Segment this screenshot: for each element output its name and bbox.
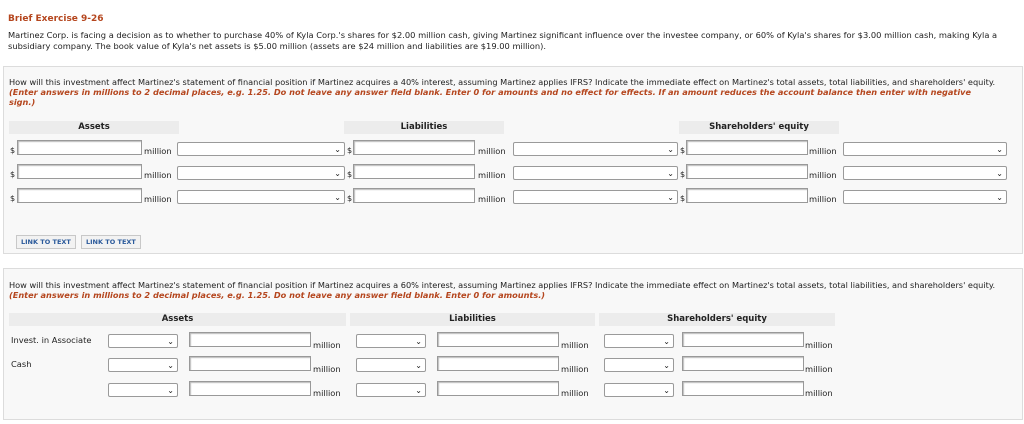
part1-question (9, 77, 999, 107)
part2-question (9, 280, 999, 300)
unit-label: million (561, 340, 589, 350)
unit-label: million (805, 364, 833, 374)
part1-panel (3, 66, 1023, 254)
part2-row1-liabilities-effect-select[interactable] (356, 334, 426, 348)
part2-row2-equity-input[interactable] (682, 356, 804, 371)
chevron-down-icon: ⌄ (996, 193, 1003, 202)
unit-label: million (809, 194, 837, 204)
chevron-down-icon: ⌄ (663, 361, 670, 370)
part2-row3-liabilities-effect-select[interactable] (356, 383, 426, 397)
part1-question-text: How will this investment affect Martinez's statement of financial position if Martinez acquires a 40% interest, assuming Martinez applies IFRS? Indicate the immediate effect on Martinez's total assets, total liabilities, and shareholders' equity. (9, 77, 996, 87)
chevron-down-icon: ⌄ (996, 145, 1003, 154)
exercise-title: Brief Exercise 9-26 (8, 14, 104, 24)
chevron-down-icon: ⌄ (167, 386, 174, 395)
exercise-description: Martinez Corp. is facing a decision as to whether to purchase 40% of Kyla Corp.'s shares for $2.00 million cash, giving Martinez significant influence over the investee company, or 60% of Kyla's shares for $3.00 million cash, making Kyla a subsidiary company. The book value of Kyla's net assets is $5.00 million (assets are $24 million and liabilities are $19.00 million). (8, 30, 998, 51)
unit-label: million (144, 194, 172, 204)
chevron-down-icon: ⌄ (667, 145, 674, 154)
unit-label: million (478, 194, 506, 204)
part2-row1-label: Invest. in Associate (11, 335, 92, 345)
part1-header-assets: Assets (9, 121, 179, 134)
part1-row2-assets-input[interactable] (17, 164, 142, 179)
unit-label: million (478, 170, 506, 180)
part1-row2-assets-effect-select[interactable] (177, 166, 345, 180)
chevron-down-icon: ⌄ (663, 386, 670, 395)
currency-symbol: $ (680, 146, 686, 155)
unit-label: million (809, 170, 837, 180)
unit-label: million (805, 388, 833, 398)
part1-row1-liabilities-effect-select[interactable] (513, 142, 678, 156)
part1-row3-assets-input[interactable] (17, 188, 142, 203)
part1-row1-liabilities-input[interactable] (353, 140, 475, 155)
chevron-down-icon: ⌄ (167, 337, 174, 346)
unit-label: million (313, 388, 341, 398)
part2-row3-equity-effect-select[interactable] (604, 383, 674, 397)
part2-header-liabilities: Liabilities (350, 313, 595, 326)
unit-label: million (144, 146, 172, 156)
chevron-down-icon: ⌄ (415, 386, 422, 395)
part1-row2-equity-effect-select[interactable] (843, 166, 1007, 180)
part2-question-text: How will this investment affect Martinez's statement of financial position if Martinez acquires a 60% interest, assuming Martinez applies IFRS? Indicate the immediate effect on Martinez's total assets, total liabilities, and shareholders' equity. (9, 280, 996, 290)
part1-header-equity: Shareholders' equity (679, 121, 839, 134)
part1-row2-equity-input[interactable] (686, 164, 808, 179)
chevron-down-icon: ⌄ (667, 169, 674, 178)
unit-label: million (805, 340, 833, 350)
part1-row2-liabilities-effect-select[interactable] (513, 166, 678, 180)
part1-row3-equity-input[interactable] (686, 188, 808, 203)
part2-header-equity: Shareholders' equity (599, 313, 835, 326)
part1-row3-assets-effect-select[interactable] (177, 190, 345, 204)
chevron-down-icon: ⌄ (334, 145, 341, 154)
currency-symbol: $ (10, 170, 16, 179)
part2-instruction: (Enter answers in millions to 2 decimal places, e.g. 1.25. Do not leave any answer field blank. Enter 0 for amounts.) (9, 290, 546, 300)
chevron-down-icon: ⌄ (667, 193, 674, 202)
part2-header-assets: Assets (9, 313, 346, 326)
part2-panel (3, 268, 1023, 420)
currency-symbol: $ (680, 194, 686, 203)
part2-row3-assets-input[interactable] (189, 381, 311, 396)
unit-label: million (478, 146, 506, 156)
currency-symbol: $ (10, 146, 16, 155)
currency-symbol: $ (680, 170, 686, 179)
currency-symbol: $ (347, 146, 353, 155)
part2-row1-assets-effect-select[interactable] (108, 334, 178, 348)
part1-row1-equity-input[interactable] (686, 140, 808, 155)
part2-row3-assets-effect-select[interactable] (108, 383, 178, 397)
unit-label: million (809, 146, 837, 156)
currency-symbol: $ (10, 194, 16, 203)
part2-row2-assets-effect-select[interactable] (108, 358, 178, 372)
unit-label: million (561, 388, 589, 398)
part2-row1-assets-input[interactable] (189, 332, 311, 347)
part2-row2-liabilities-input[interactable] (437, 356, 559, 371)
part1-row3-liabilities-input[interactable] (353, 188, 475, 203)
part2-row1-liabilities-input[interactable] (437, 332, 559, 347)
part2-row1-equity-effect-select[interactable] (604, 334, 674, 348)
part1-instruction: (Enter answers in millions to 2 decimal places, e.g. 1.25. Do not leave any answer field blank. Enter 0 for amounts and no effect for effects. If an amount reduces the account balance then enter with negative sign.) (9, 87, 972, 107)
part2-row2-assets-input[interactable] (189, 356, 311, 371)
link-to-text-button-1[interactable]: LINK TO TEXT (16, 235, 76, 249)
part2-row2-liabilities-effect-select[interactable] (356, 358, 426, 372)
part1-row1-equity-effect-select[interactable] (843, 142, 1007, 156)
currency-symbol: $ (347, 194, 353, 203)
chevron-down-icon: ⌄ (334, 169, 341, 178)
part2-row3-equity-input[interactable] (682, 381, 804, 396)
chevron-down-icon: ⌄ (663, 337, 670, 346)
part1-row2-liabilities-input[interactable] (353, 164, 475, 179)
link-to-text-button-2[interactable]: LINK TO TEXT (81, 235, 141, 249)
unit-label: million (144, 170, 172, 180)
part2-row3-liabilities-input[interactable] (437, 381, 559, 396)
currency-symbol: $ (347, 170, 353, 179)
unit-label: million (313, 340, 341, 350)
unit-label: million (561, 364, 589, 374)
part2-row2-equity-effect-select[interactable] (604, 358, 674, 372)
part1-row1-assets-effect-select[interactable] (177, 142, 345, 156)
part1-row3-liabilities-effect-select[interactable] (513, 190, 678, 204)
part1-row1-assets-input[interactable] (17, 140, 142, 155)
unit-label: million (313, 364, 341, 374)
part1-row3-equity-effect-select[interactable] (843, 190, 1007, 204)
chevron-down-icon: ⌄ (167, 361, 174, 370)
chevron-down-icon: ⌄ (996, 169, 1003, 178)
chevron-down-icon: ⌄ (334, 193, 341, 202)
part2-row2-label: Cash (11, 359, 32, 369)
chevron-down-icon: ⌄ (415, 337, 422, 346)
part2-row1-equity-input[interactable] (682, 332, 804, 347)
chevron-down-icon: ⌄ (415, 361, 422, 370)
part1-header-liabilities: Liabilities (344, 121, 504, 134)
